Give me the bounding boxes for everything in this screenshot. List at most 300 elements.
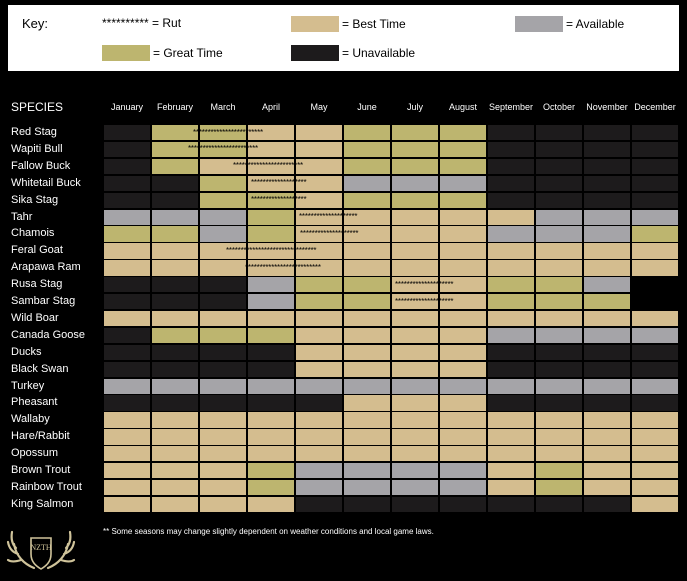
season-cell-january — [103, 192, 151, 209]
season-cell-may — [295, 124, 343, 141]
season-cell-july — [391, 394, 439, 411]
season-cell-february — [151, 124, 199, 141]
season-cell-june — [343, 378, 391, 395]
season-cell-february — [151, 479, 199, 496]
season-cell-february — [151, 411, 199, 428]
season-cell-november — [583, 310, 631, 327]
season-cell-october — [535, 428, 583, 445]
species-label: Sika Stag — [11, 193, 59, 206]
season-cell-february — [151, 276, 199, 293]
season-cell-march — [199, 394, 247, 411]
season-cell-february — [151, 310, 199, 327]
season-cell-august — [439, 209, 487, 226]
season-cell-august — [439, 192, 487, 209]
season-cell-december — [631, 158, 679, 175]
legend-great-time-label: = Great Time — [153, 46, 223, 60]
season-cell-november — [583, 327, 631, 344]
season-cell-october — [535, 411, 583, 428]
season-cell-november — [583, 124, 631, 141]
season-cell-march — [199, 259, 247, 276]
season-cell-october — [535, 479, 583, 496]
season-cell-june — [343, 242, 391, 259]
season-cell-september — [487, 225, 535, 242]
season-cell-march — [199, 293, 247, 310]
season-cell-december — [631, 327, 679, 344]
season-cell-december — [631, 124, 679, 141]
season-cell-august — [439, 462, 487, 479]
season-cell-december — [631, 175, 679, 192]
svg-text:NZTH: NZTH — [30, 543, 52, 552]
season-cell-january — [103, 225, 151, 242]
season-cell-january — [103, 361, 151, 378]
season-cell-august — [439, 428, 487, 445]
season-cell-october — [535, 124, 583, 141]
season-cell-april — [247, 361, 295, 378]
season-cell-october — [535, 394, 583, 411]
season-cell-july — [391, 428, 439, 445]
season-cell-april — [247, 462, 295, 479]
season-cell-september — [487, 428, 535, 445]
season-cell-january — [103, 293, 151, 310]
season-cell-january — [103, 124, 151, 141]
season-cell-february — [151, 462, 199, 479]
season-cell-march — [199, 310, 247, 327]
season-cell-june — [343, 327, 391, 344]
species-label: Arapawa Ram — [11, 261, 81, 274]
season-cell-december — [631, 344, 679, 361]
season-cell-july — [391, 327, 439, 344]
season-cell-february — [151, 293, 199, 310]
season-cell-december — [631, 411, 679, 428]
season-cell-june — [343, 141, 391, 158]
season-cell-november — [583, 462, 631, 479]
season-cell-april — [247, 209, 295, 226]
season-cell-february — [151, 192, 199, 209]
month-header-january: January — [110, 102, 144, 112]
season-cell-december — [631, 428, 679, 445]
species-label: Rainbow Trout — [11, 480, 82, 493]
season-cell-july — [391, 259, 439, 276]
month-header-october: October — [542, 102, 575, 112]
season-cell-november — [583, 496, 631, 513]
month-header-july: July — [406, 102, 423, 112]
season-cell-july — [391, 242, 439, 259]
species-label: Turkey — [11, 379, 45, 392]
species-label: Tahr — [11, 210, 33, 223]
season-cell-november — [583, 141, 631, 158]
season-cell-august — [439, 310, 487, 327]
season-cell-october — [535, 293, 583, 310]
rut-marker: ************************** — [245, 262, 321, 272]
season-cell-march — [199, 378, 247, 395]
season-cell-august — [439, 361, 487, 378]
season-cell-september — [487, 192, 535, 209]
season-cell-january — [103, 327, 151, 344]
season-cell-february — [151, 496, 199, 513]
footnote: ** Some seasons may change slightly dependent on weather conditions and local game laws. — [103, 527, 434, 536]
season-cell-november — [583, 225, 631, 242]
season-cell-june — [343, 411, 391, 428]
month-header-september: September — [488, 102, 534, 112]
season-cell-april — [247, 310, 295, 327]
season-cell-march — [199, 428, 247, 445]
season-cell-april — [247, 394, 295, 411]
season-cell-september — [487, 310, 535, 327]
season-cell-october — [535, 175, 583, 192]
season-cell-november — [583, 378, 631, 395]
season-cell-december — [631, 293, 679, 310]
season-cell-september — [487, 141, 535, 158]
season-cell-october — [535, 158, 583, 175]
season-cell-december — [631, 361, 679, 378]
season-cell-january — [103, 209, 151, 226]
season-cell-may — [295, 293, 343, 310]
season-cell-april — [247, 428, 295, 445]
season-cell-october — [535, 141, 583, 158]
season-cell-january — [103, 276, 151, 293]
season-cell-july — [391, 310, 439, 327]
rut-marker: ************************ — [193, 127, 263, 137]
legend-unavailable-label: = Unavailable — [342, 46, 416, 60]
season-cell-july — [391, 462, 439, 479]
season-cell-september — [487, 462, 535, 479]
species-label: Whitetail Buck — [11, 176, 81, 189]
season-cell-december — [631, 394, 679, 411]
rut-marker: ************************ — [233, 161, 303, 171]
season-cell-march — [199, 462, 247, 479]
season-cell-november — [583, 445, 631, 462]
season-cell-january — [103, 378, 151, 395]
season-cell-november — [583, 175, 631, 192]
season-cell-september — [487, 361, 535, 378]
season-cell-june — [343, 175, 391, 192]
season-cell-february — [151, 428, 199, 445]
season-cell-january — [103, 344, 151, 361]
season-cell-june — [343, 496, 391, 513]
season-cell-december — [631, 378, 679, 395]
season-cell-may — [295, 479, 343, 496]
season-cell-june — [343, 192, 391, 209]
season-cell-february — [151, 225, 199, 242]
season-cell-february — [151, 259, 199, 276]
rut-marker: ******************** — [395, 279, 454, 289]
season-cell-december — [631, 462, 679, 479]
season-cell-july — [391, 209, 439, 226]
season-cell-april — [247, 445, 295, 462]
season-cell-november — [583, 394, 631, 411]
season-cell-january — [103, 175, 151, 192]
season-cell-june — [343, 445, 391, 462]
season-cell-october — [535, 462, 583, 479]
season-cell-november — [583, 242, 631, 259]
season-cell-august — [439, 344, 487, 361]
season-cell-may — [295, 327, 343, 344]
season-cell-may — [295, 276, 343, 293]
season-cell-october — [535, 209, 583, 226]
season-cell-november — [583, 259, 631, 276]
season-cell-july — [391, 124, 439, 141]
legend-rut-label: ********** = Rut — [102, 16, 182, 30]
season-cell-november — [583, 192, 631, 209]
season-cell-june — [343, 293, 391, 310]
season-cell-july — [391, 225, 439, 242]
season-cell-may — [295, 361, 343, 378]
season-cell-january — [103, 242, 151, 259]
season-cell-november — [583, 209, 631, 226]
season-cell-december — [631, 141, 679, 158]
rut-marker: ******************* — [251, 178, 307, 188]
season-cell-august — [439, 394, 487, 411]
season-cell-may — [295, 310, 343, 327]
legend-title: Key: — [22, 16, 49, 31]
season-cell-january — [103, 462, 151, 479]
season-cell-november — [583, 276, 631, 293]
season-cell-march — [199, 445, 247, 462]
season-cell-march — [199, 361, 247, 378]
season-cell-april — [247, 276, 295, 293]
season-cell-august — [439, 445, 487, 462]
season-cell-july — [391, 411, 439, 428]
season-cell-march — [199, 479, 247, 496]
season-cell-september — [487, 445, 535, 462]
season-cell-january — [103, 394, 151, 411]
season-cell-october — [535, 344, 583, 361]
season-cell-may — [295, 344, 343, 361]
legend-available-label: = Available — [566, 17, 625, 31]
season-cell-march — [199, 344, 247, 361]
season-cell-december — [631, 445, 679, 462]
season-cell-february — [151, 175, 199, 192]
season-cell-july — [391, 158, 439, 175]
season-cell-june — [343, 158, 391, 175]
season-cell-august — [439, 175, 487, 192]
season-cell-september — [487, 175, 535, 192]
season-cell-february — [151, 361, 199, 378]
season-cell-september — [487, 411, 535, 428]
season-cell-october — [535, 378, 583, 395]
season-cell-october — [535, 445, 583, 462]
season-cell-august — [439, 141, 487, 158]
antler-crest-logo — [6, 524, 76, 576]
season-cell-september — [487, 344, 535, 361]
species-label: Chamois — [11, 227, 55, 240]
season-cell-december — [631, 496, 679, 513]
season-cell-november — [583, 428, 631, 445]
season-cell-june — [343, 479, 391, 496]
season-cell-april — [247, 411, 295, 428]
season-cell-june — [343, 124, 391, 141]
season-cell-may — [295, 462, 343, 479]
season-cell-december — [631, 479, 679, 496]
season-cell-april — [247, 344, 295, 361]
rut-marker: ************************ — [188, 144, 258, 154]
season-cell-september — [487, 496, 535, 513]
season-cell-september — [487, 479, 535, 496]
month-header-november: November — [586, 102, 628, 112]
species-label: Wapiti Bull — [11, 142, 63, 155]
season-cell-july — [391, 175, 439, 192]
month-header-may: May — [310, 102, 328, 112]
season-cell-november — [583, 479, 631, 496]
season-cell-august — [439, 158, 487, 175]
species-label: Pheasant — [11, 396, 58, 409]
season-cell-march — [199, 327, 247, 344]
month-header-march: March — [210, 102, 236, 112]
season-cell-january — [103, 411, 151, 428]
species-label: Sambar Stag — [11, 295, 76, 307]
season-cell-march — [199, 411, 247, 428]
season-cell-december — [631, 242, 679, 259]
season-cell-september — [487, 209, 535, 226]
season-cell-june — [343, 394, 391, 411]
season-cell-july — [391, 445, 439, 462]
season-cell-july — [391, 192, 439, 209]
season-cell-june — [343, 361, 391, 378]
season-cell-february — [151, 209, 199, 226]
season-cell-march — [199, 209, 247, 226]
season-cell-february — [151, 378, 199, 395]
species-label: Canada Goose — [11, 328, 85, 341]
season-cell-june — [343, 310, 391, 327]
month-header-august: August — [448, 102, 478, 112]
season-cell-october — [535, 225, 583, 242]
season-cell-february — [151, 158, 199, 175]
season-cell-august — [439, 479, 487, 496]
season-cell-august — [439, 327, 487, 344]
season-cell-august — [439, 411, 487, 428]
season-cell-may — [295, 428, 343, 445]
season-cell-may — [295, 394, 343, 411]
season-cell-september — [487, 293, 535, 310]
season-cell-july — [391, 496, 439, 513]
rut-marker: ******************************* — [226, 245, 317, 255]
season-cell-may — [295, 496, 343, 513]
season-cell-june — [343, 462, 391, 479]
species-label: Fallow Buck — [11, 159, 71, 172]
season-cell-september — [487, 276, 535, 293]
season-cell-june — [343, 428, 391, 445]
species-label: Ducks — [11, 345, 42, 358]
season-cell-september — [487, 394, 535, 411]
species-label: Black Swan — [11, 362, 69, 375]
season-cell-october — [535, 276, 583, 293]
month-header-june: June — [357, 102, 377, 112]
season-cell-february — [151, 344, 199, 361]
species-label: Brown Trout — [11, 464, 71, 476]
season-cell-october — [535, 242, 583, 259]
season-cell-january — [103, 310, 151, 327]
season-cell-april — [247, 327, 295, 344]
season-cell-december — [631, 259, 679, 276]
season-cell-september — [487, 158, 535, 175]
rut-marker: ******************* — [251, 195, 307, 205]
season-cell-september — [487, 327, 535, 344]
season-cell-august — [439, 225, 487, 242]
season-cell-january — [103, 428, 151, 445]
season-cell-may — [295, 378, 343, 395]
season-cell-september — [487, 124, 535, 141]
season-cell-october — [535, 361, 583, 378]
season-cell-march — [199, 496, 247, 513]
season-cell-november — [583, 344, 631, 361]
rut-marker: ******************** — [300, 228, 359, 238]
season-cell-february — [151, 327, 199, 344]
species-label: Opossum — [11, 447, 59, 460]
species-label: King Salmon — [11, 497, 74, 510]
season-cell-july — [391, 141, 439, 158]
species-label: Feral Goat — [11, 244, 63, 257]
season-cell-july — [391, 361, 439, 378]
rut-marker: ******************** — [395, 296, 454, 306]
season-cell-june — [343, 276, 391, 293]
season-cell-december — [631, 209, 679, 226]
season-cell-may — [295, 411, 343, 428]
season-cell-june — [343, 259, 391, 276]
season-cell-february — [151, 242, 199, 259]
season-cell-january — [103, 479, 151, 496]
season-cell-august — [439, 124, 487, 141]
season-cell-april — [247, 496, 295, 513]
species-label: Rusa Stag — [11, 278, 63, 291]
season-cell-march — [199, 276, 247, 293]
season-cell-october — [535, 327, 583, 344]
season-cell-december — [631, 276, 679, 293]
rut-marker: ******************** — [299, 212, 358, 221]
season-cell-december — [631, 310, 679, 327]
season-cell-september — [487, 259, 535, 276]
season-cell-october — [535, 496, 583, 513]
season-cell-december — [631, 192, 679, 209]
season-cell-january — [103, 259, 151, 276]
season-cell-january — [103, 158, 151, 175]
month-header-december: December — [634, 102, 676, 112]
season-cell-august — [439, 496, 487, 513]
season-cell-march — [199, 225, 247, 242]
season-cell-february — [151, 394, 199, 411]
season-cell-october — [535, 310, 583, 327]
season-cell-april — [247, 225, 295, 242]
species-column-header: SPECIES — [11, 100, 64, 114]
season-cell-july — [391, 378, 439, 395]
season-cell-january — [103, 496, 151, 513]
season-cell-august — [439, 259, 487, 276]
season-cell-november — [583, 411, 631, 428]
season-cell-january — [103, 445, 151, 462]
season-cell-august — [439, 378, 487, 395]
season-cell-april — [247, 378, 295, 395]
species-label: Wild Boar — [11, 311, 59, 324]
species-label: Hare/Rabbit — [11, 430, 70, 443]
season-cell-july — [391, 479, 439, 496]
season-cell-june — [343, 344, 391, 361]
species-label: Red Stag — [11, 126, 57, 138]
season-cell-october — [535, 192, 583, 209]
season-cell-may — [295, 445, 343, 462]
month-header-april: April — [261, 102, 280, 112]
season-cell-august — [439, 242, 487, 259]
season-cell-january — [103, 141, 151, 158]
season-cell-september — [487, 378, 535, 395]
season-cell-september — [487, 242, 535, 259]
season-cell-april — [247, 293, 295, 310]
season-cell-march — [199, 175, 247, 192]
season-cell-november — [583, 158, 631, 175]
season-cell-october — [535, 259, 583, 276]
season-cell-december — [631, 225, 679, 242]
season-cell-november — [583, 361, 631, 378]
season-cell-july — [391, 344, 439, 361]
month-header-february: February — [156, 102, 193, 112]
